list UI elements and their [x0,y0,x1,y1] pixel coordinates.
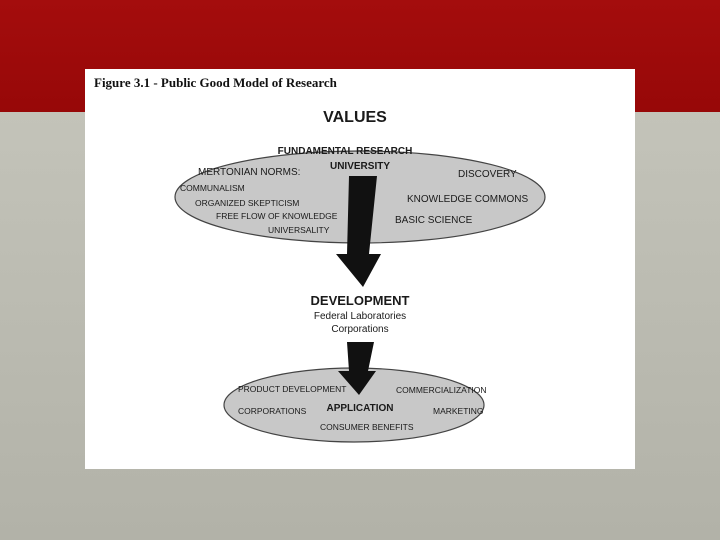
corporations-development-label: Corporations [331,324,389,335]
corporations-application-label: CORPORATIONS [238,406,307,416]
consumer-benefits-label: CONSUMER BENEFITS [320,422,414,432]
norm-universality: UNIVERSALITY [268,225,330,235]
norm-organized-skepticism: ORGANIZED SKEPTICISM [195,198,300,208]
fundamental-research-header: FUNDAMENTAL RESEARCH [277,146,413,157]
public-good-model-diagram [85,69,635,469]
basic-science-label: BASIC SCIENCE [395,215,473,226]
development-heading: DEVELOPMENT [310,293,410,308]
discovery-label: DISCOVERY [458,169,517,180]
figure-panel [85,69,635,469]
marketing-label: MARKETING [433,406,484,416]
figure-caption: Figure 3.1 - Public Good Model of Research [94,75,337,90]
norm-communalism: COMMUNALISM [180,183,245,193]
values-heading: VALUES [323,109,387,126]
product-development-label: PRODUCT DEVELOPMENT [238,384,347,394]
university-label: UNIVERSITY [329,161,391,172]
application-heading: APPLICATION [326,403,394,414]
federal-laboratories-label: Federal Laboratories [313,311,407,322]
knowledge-commons-label: KNOWLEDGE COMMONS [407,194,529,205]
norm-free-flow-of-knowledge: FREE FLOW OF KNOWLEDGE [216,211,338,221]
mertonian-norms-label: MERTONIAN NORMS: [198,167,301,178]
commercialization-label: COMMERCIALIZATION [396,385,487,395]
